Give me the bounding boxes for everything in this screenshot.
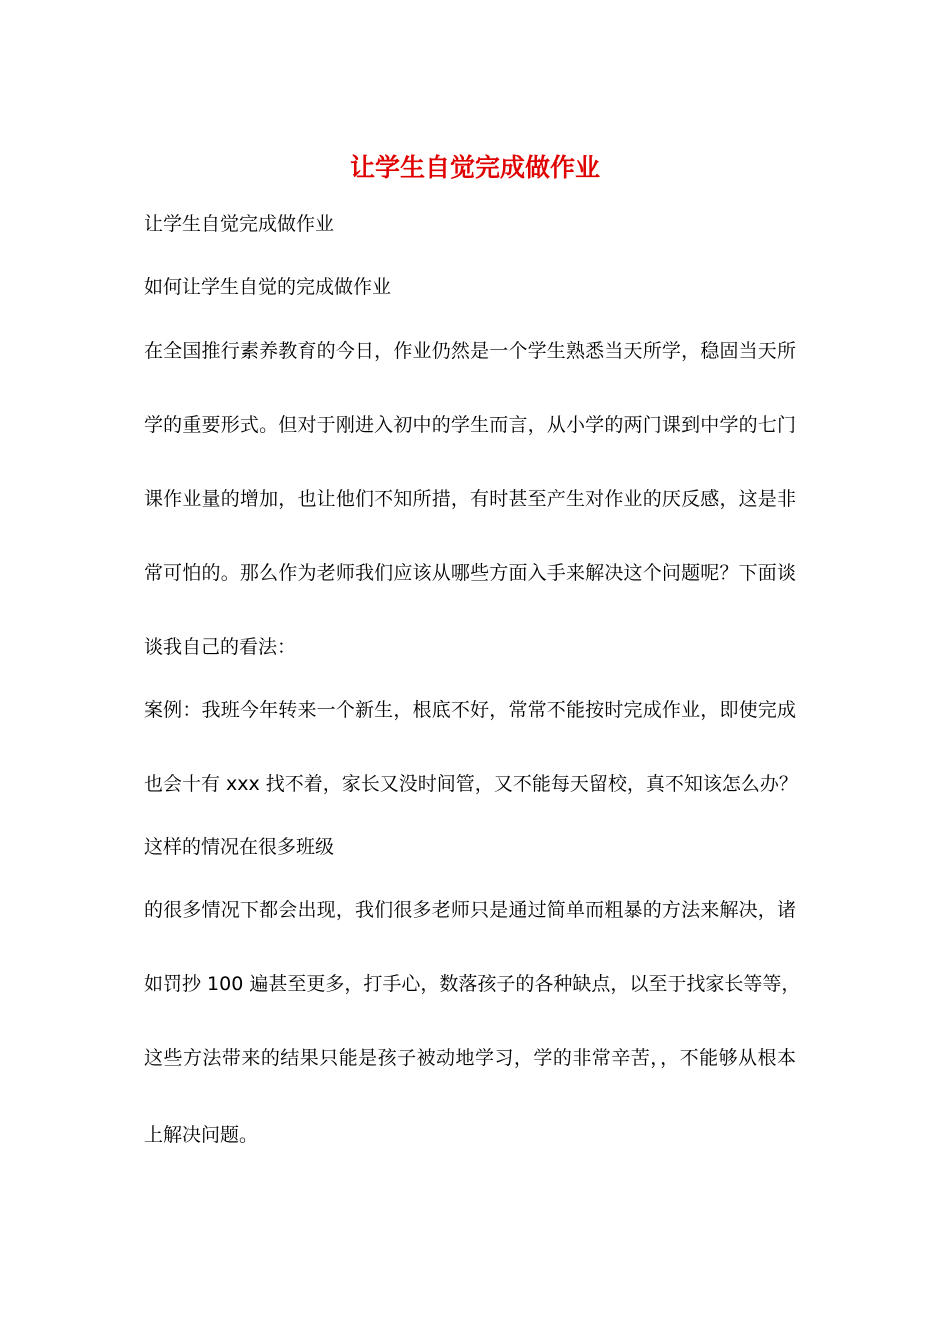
text-line: 在全国推行素养教育的今日，作业仍然是一个学生熟悉当天所学，稳固当天所 xyxy=(144,340,796,362)
text-line: 如罚抄 100 遍甚至更多，打手心，数落孩子的各种缺点，以至于找家长等等， xyxy=(144,973,801,995)
text-line: 让学生自觉完成做作业 xyxy=(144,213,335,235)
text-line: 常可怕的。那么作为老师我们应该从哪些方面入手来解决这个问题呢？下面谈 xyxy=(144,562,796,584)
text-line: 谈我自己的看法： xyxy=(144,636,297,658)
text-line: 这样的情况在很多班级 xyxy=(144,836,335,858)
text-line: 这些方法带来的结果只能是孩子被动地学习，学的非常辛苦，，不能够从根本 xyxy=(144,1047,796,1069)
text-line: 课作业量的增加，也让他们不知所措，有时甚至产生对作业的厌反感，这是非 xyxy=(144,488,796,510)
text-line: 上解决问题。 xyxy=(144,1124,259,1146)
text-line: 的很多情况下都会出现，我们很多老师只是通过简单而粗暴的方法来解决，诸 xyxy=(144,899,796,921)
text-line: 如何让学生自觉的完成做作业 xyxy=(144,276,392,298)
text-line: 案例：我班今年转来一个新生，根底不好，常常不能按时完成作业，即使完成 xyxy=(144,699,796,721)
text-line: 也会十有 xxx 找不着，家长又没时间管，又不能每天留校，真不知该怎么办？ xyxy=(144,773,798,795)
text-line: 学的重要形式。但对于刚进入初中的学生而言，从小学的两门课到中学的七门 xyxy=(144,414,796,436)
document-title: 让学生自觉完成做作业 xyxy=(349,153,600,182)
